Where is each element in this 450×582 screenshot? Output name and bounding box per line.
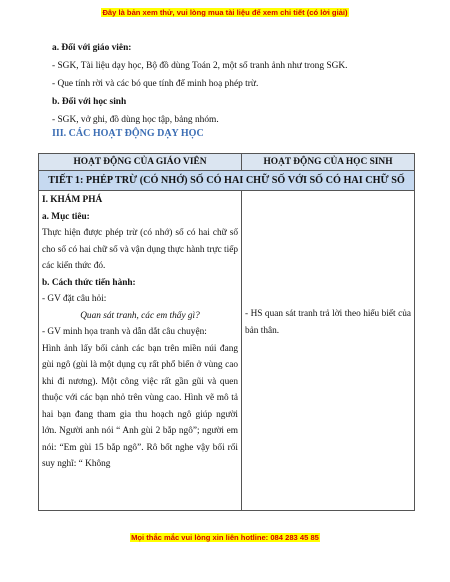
column-header-teacher: HOẠT ĐỘNG CỦA GIÁO VIÊN xyxy=(39,154,242,171)
preview-banner: Đây là bản xem thử, vui lòng mua tài liệu để xem chi tiết (có lời giải) xyxy=(102,8,348,17)
teacher-heading: a. Đối với giáo viên: xyxy=(52,43,132,53)
activities-table xyxy=(38,153,415,511)
teacher-step: - GV đặt câu hỏi: xyxy=(42,294,107,304)
teacher-activity-cell xyxy=(39,191,242,511)
student-response: - HS quan sát tranh trả lời theo hiểu biết của bản thân. xyxy=(245,309,411,336)
teacher-item: - Que tính rời và các bó que tính để minh hoạ phép trừ. xyxy=(52,79,259,89)
part-heading: I. KHÁM PHÁ xyxy=(42,195,103,205)
section-heading: III. CÁC HOẠT ĐỘNG DẠY HỌC xyxy=(52,128,204,139)
column-header-student: HOẠT ĐỘNG CỦA HỌC SINH xyxy=(242,154,415,171)
teacher-item: - SGK, Tài liệu dạy học, Bộ đồ dùng Toán 2, một số tranh ảnh như trong SGK. xyxy=(52,61,348,71)
teacher-step: - GV minh họa tranh và dẫn dắt câu chuyện: xyxy=(42,327,207,337)
teacher-question: Quan sát tranh, các em thấy gì? xyxy=(80,310,200,321)
student-activity-cell xyxy=(242,191,415,511)
student-item: - SGK, vở ghi, đồ dùng học tập, bảng nhóm. xyxy=(52,115,219,125)
preparation-section xyxy=(52,42,412,140)
objective-heading: a. Mục tiêu: xyxy=(42,211,90,222)
objective-text: Thực hiện được phép trừ (có nhớ) số có hai chữ số cho số có hai chữ số và vận dụng thực hành trực tiếp các kiến thức đó. xyxy=(42,228,238,271)
lesson-title: TIẾT 1: PHÉP TRỪ (CÓ NHỚ) SỐ CÓ HAI CHỮ SỐ VỚI SỐ CÓ HAI CHỮ SỐ xyxy=(39,171,415,191)
hotline-banner: Mọi thắc mắc vui lòng xin liên hotline: 084 283 45 85 xyxy=(131,533,319,542)
method-heading: b. Cách thức tiến hành: xyxy=(42,277,136,288)
student-heading: b. Đối với học sinh xyxy=(52,97,127,107)
story-text: Hình ảnh lấy bối cảnh các bạn trên miền núi đang gùi ngô (gùi là một dụng cụ rất phổ biến ở vùng cao khi đi nương). Một công việc rất gần gũi và quen thuộc với các bạn nhỏ trên vùng cao. Hình vẽ mô tả hai bạn đang tham gia thu hoạch ngô giúp người lớn. Người anh nói “ Anh gùi 2 bắp ngô”; người em nói: “Em gùi 15 bắp ngô”. Rô bốt nghe vậy bối rối suy nghĩ: “ Không xyxy=(42,343,238,469)
